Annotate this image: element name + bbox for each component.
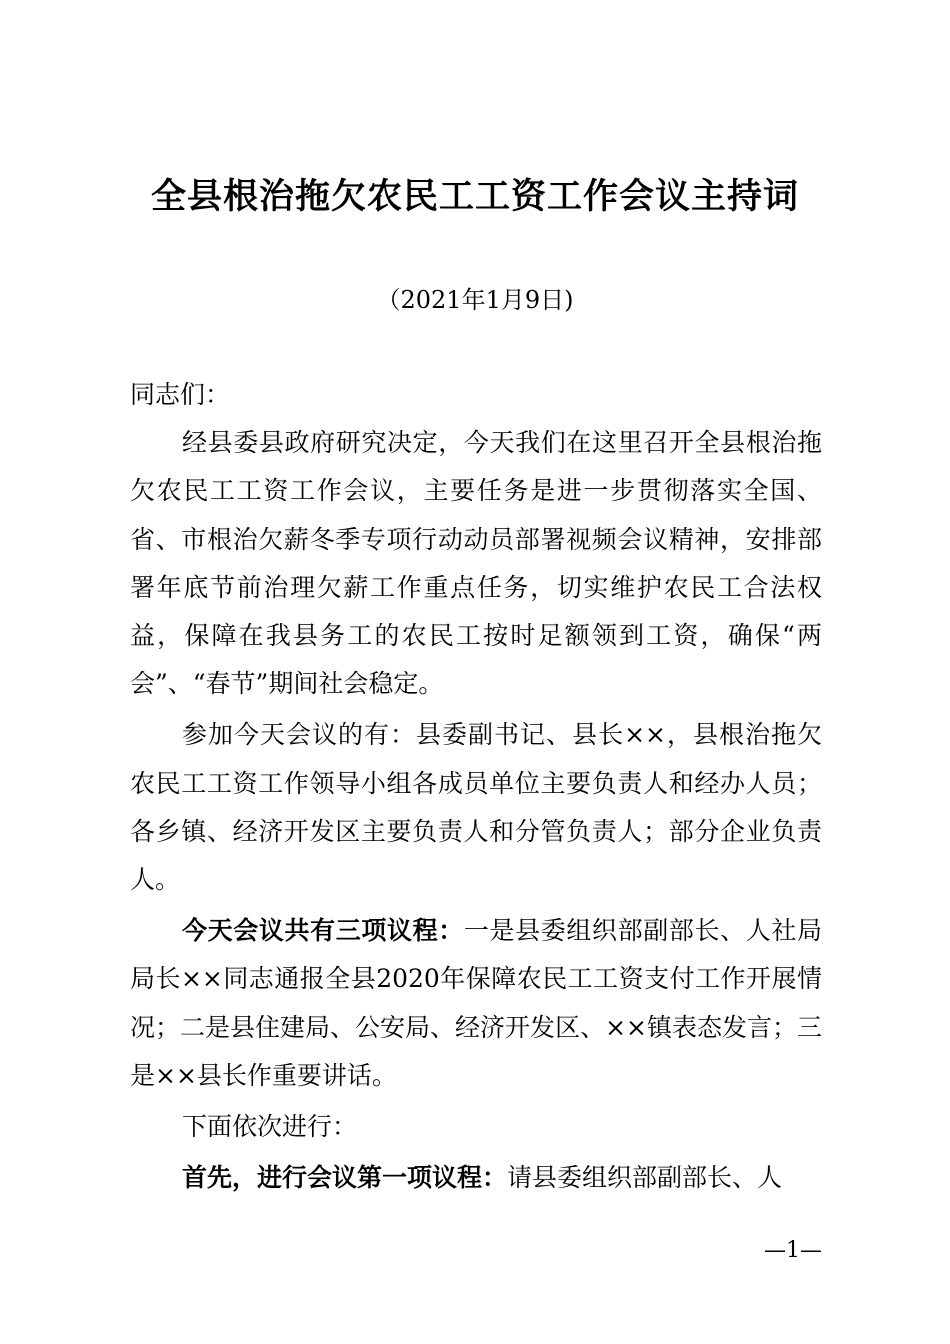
paragraph-first-item <box>130 1154 822 1202</box>
document-date: （2021年1月9日) <box>376 286 574 314</box>
first-item-heading: 首先，进行会议第一项议程： <box>182 1163 508 1193</box>
paragraph-attendees: 参加今天会议的有：县委副书记、县长××，县根治拖欠农民工工资工作领导小组各成员单位主要负责人和经办人员；各乡镇、经济开发区主要负责人和分管负责人；部分企业负责人。 <box>130 720 822 895</box>
document-title: 全县根治拖欠农民工工资工作会议主持词 <box>150 177 799 217</box>
paragraph-opening: 经县委县政府研究决定，今天我们在这里召开全县根治拖欠农民工工资工作会议，主要任务是进一步贯彻落实全国、省、市根治欠薪冬季专项行动动员部署视频会议精神，安排部署年底节前治理欠薪工作重点任务，切实维护农民工合法权益，保障在我县务工的农民工按时足额领到工资，确保“两会”、“春节”期间社会稳定。 <box>130 428 822 699</box>
first-item-text: 请县委组织部副部长、人 <box>507 1163 783 1193</box>
agenda-heading: 今天会议共有三项议程： <box>182 916 464 946</box>
page-number: —1— <box>764 1238 822 1263</box>
document-body <box>130 371 822 1202</box>
agenda-text: 一是县委组织部副部长、人社局局长××同志通报全县2020年保障农民工工资支付工作开展情况；二是县住建局、公安局、经济开发区、××镇表态发言；三是××县长作重要讲话。 <box>130 916 822 1090</box>
paragraph-proceed: 下面依次进行： <box>182 1112 358 1142</box>
paragraph-agenda <box>130 907 822 1100</box>
salutation: 同志们： <box>130 380 231 409</box>
